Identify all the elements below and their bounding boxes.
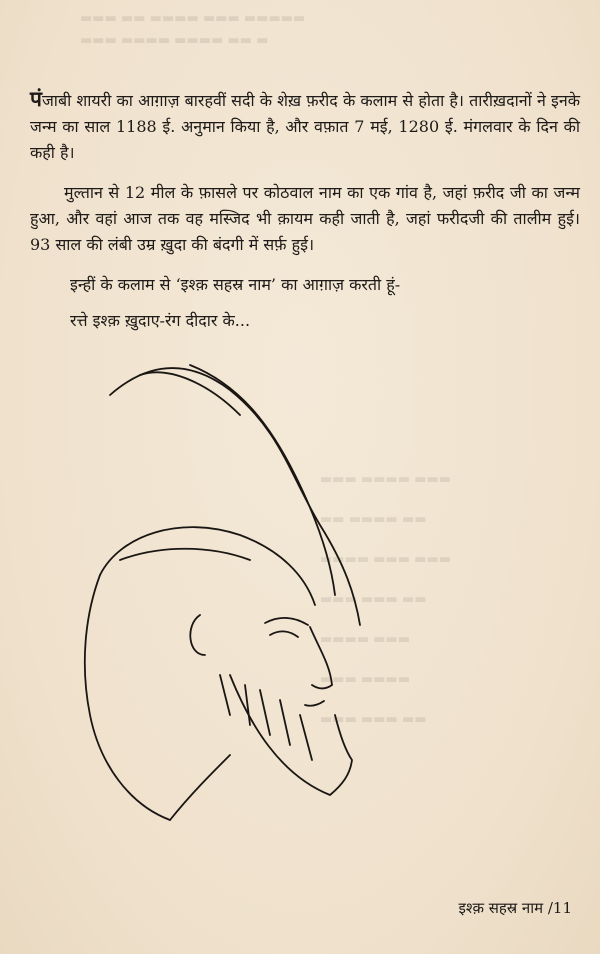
show-through-text: ▬▬▬ ▬▬ ▬▬▬▬ ▬▬▬ ▬▬▬▬▬ ▬▬▬ ▬▬▬▬ ▬▬▬▬ ▬▬ ▬ [80,11,306,48]
sketch-turban [100,527,315,605]
sketch-mouth [305,701,324,706]
sketch-beard [230,675,352,795]
paragraph-2: मुल्तान से 12 मील के फ़ासले पर कोठवाल नाम का एक गांव है, जहां फ़रीद जी का जन्म हुआ, और वहां आज तक वह मस्जिद भी क़ायम कही जाती है, जहां फरीदजी की तालीम हुई। 93 साल की लंबी उम्र ख़ुदा की बंदगी में सर्फ़ हुई। [30,183,580,254]
paragraph-1-text: जाबी शायरी का आग़ाज़ बारहवीं सदी के शेख़ फ़रीद के कलाम से होता है। तारीख़दानों ने इनके जन्म का साल 1188 ई. अनुमान किया है, और वफ़ात 7 मई, 1280 ई. मंगलवार के दिन की कही है। [30,91,580,162]
sketch-eye [270,631,298,637]
sketch-flowing-line-3 [190,365,335,595]
drop-cap: पं [30,86,42,111]
show-through-text-lower: ▬▬▬ ▬▬▬▬ ▬▬▬ ▬▬ ▬▬▬▬ ▬▬ ▬▬▬▬ ▬▬▬ ▬▬▬ ▬▬▬ ▬▬▬ ▬▬ ▬▬▬▬ ▬▬▬ ▬▬▬ ▬▬▬▬ ▬▬▬ ▬▬▬ ▬▬ [320,472,452,727]
sketch-head-back [85,575,170,820]
sketch-flowing-line-1 [110,368,360,625]
paragraph-1 [30,86,580,166]
sketch-turban-fold [120,549,250,560]
body-text [30,86,580,344]
sketch-brow [265,618,308,625]
sketch-nose [310,627,332,688]
sketch-flowing-line-2 [140,372,240,415]
page-footer: इश्क़ सहस्र नाम /11 [458,899,572,917]
sketch-ear [190,615,205,655]
sketch-hair-strands [220,675,312,760]
paragraph-3: इन्हीं के कलाम से ‘इश्क़ सहस्र नाम’ का आग़ाज़ करती हूं- [70,275,401,294]
sheikh-farid-sketch [80,355,380,825]
verse-line: रत्ते इश्क़ ख़ुदाए-रंग दीदार के... [70,311,251,330]
sketch-neck [170,755,230,820]
